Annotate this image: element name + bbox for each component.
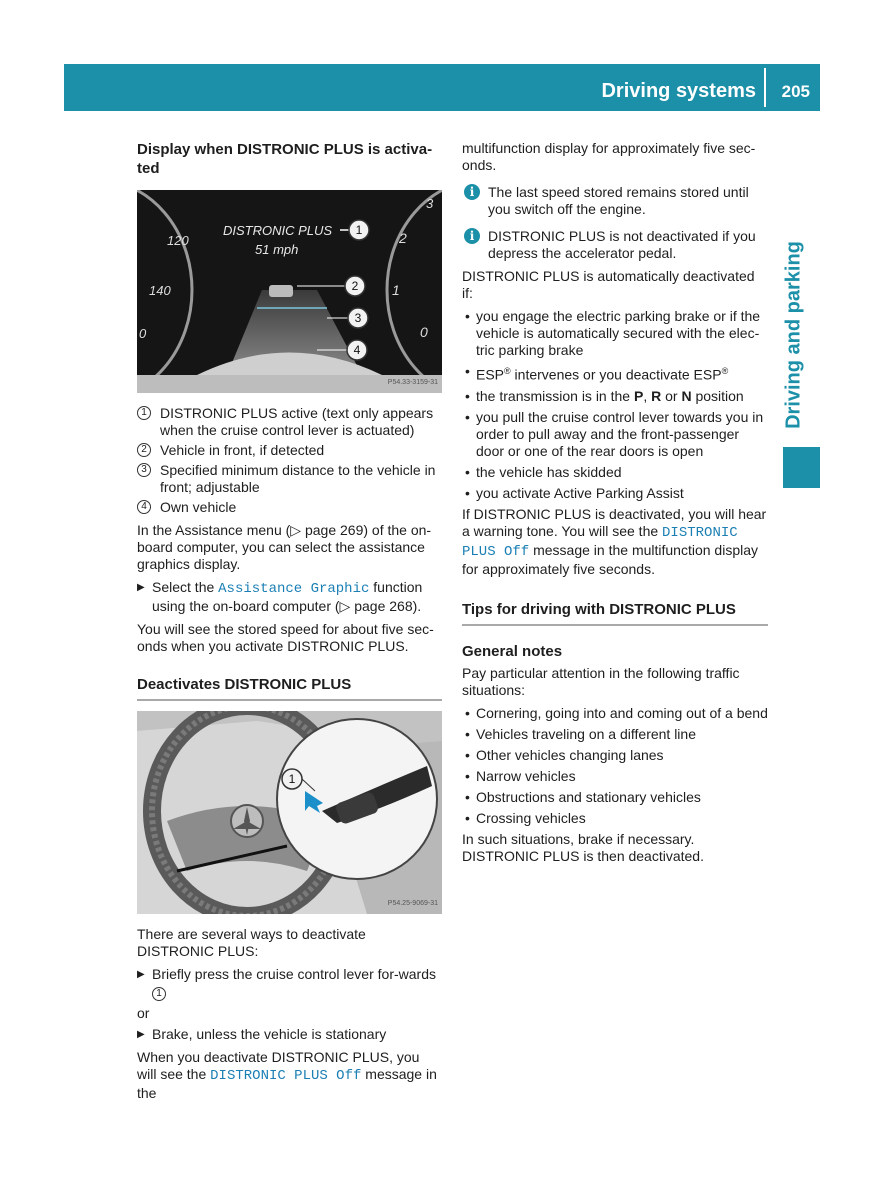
- list-item-text: the transmission is in the P, R or N position: [476, 387, 744, 404]
- or-text: or: [137, 1005, 150, 1021]
- bullet-dot: •: [465, 767, 470, 784]
- list-item-text: Vehicles traveling on a different line: [476, 725, 696, 742]
- speed-tick: 140: [149, 283, 171, 298]
- bullet-dot: •: [465, 363, 470, 379]
- figure-code: P54.25-9069-31: [387, 900, 438, 907]
- instruction-step: [137, 1026, 442, 1043]
- info-note: [462, 184, 768, 218]
- triangle-right-icon: ▶: [137, 969, 145, 980]
- speed-tick: 0: [139, 326, 147, 341]
- section-title: Driving systems: [601, 80, 756, 102]
- list-item: [462, 485, 768, 502]
- instruction-step: [137, 579, 442, 615]
- list-item: [462, 768, 768, 785]
- figure-legend: [137, 405, 442, 516]
- list-item-text: Cornering, going into and coming out of a bend: [476, 704, 768, 721]
- triangle-right-icon: ▶: [137, 1029, 145, 1040]
- instruction-text-part: Select the: [152, 579, 219, 595]
- paragraph-if-deactivated: [462, 506, 768, 578]
- chapter-tab: [779, 230, 809, 440]
- display-speed-text: 51 mph: [255, 242, 299, 257]
- list-item: [462, 810, 768, 827]
- callout-number: 1: [355, 223, 363, 237]
- paragraph-text-part: When you deactivate DISTRONIC PLUS, you will see the: [137, 1049, 420, 1082]
- bullet-dot: •: [465, 788, 470, 805]
- heading-tips: Tips for driving with DISTRONIC PLUS: [462, 600, 768, 626]
- paragraph-text-part: If DISTRONIC PLUS is deactivated, you will hear a warning tone. You will see the: [462, 505, 767, 539]
- bullet-dot: •: [465, 725, 470, 742]
- list-item: [462, 363, 768, 384]
- legend-text: Own vehicle: [160, 499, 237, 515]
- list-item-text: Obstructions and stationary vehicles: [476, 788, 701, 805]
- info-note: [462, 228, 768, 262]
- instruction-text: [152, 579, 442, 615]
- bullet-dot: •: [465, 484, 470, 501]
- bullet-dot: •: [465, 408, 470, 425]
- steering-illustration: [137, 711, 442, 914]
- paragraph-text-part: message in the multifunction display for approximately five seconds.: [462, 541, 759, 577]
- list-item-text: Crossing vehicles: [476, 809, 586, 826]
- list-item: [462, 409, 768, 460]
- legend-text: Vehicle in front, if detected: [160, 442, 325, 458]
- figure-code: P54.33-3159-31: [387, 379, 438, 386]
- list-item: [462, 705, 768, 722]
- paragraph-text-part: message in the: [137, 1066, 437, 1101]
- paragraph-ways: There are several ways to deactivate DISTRONIC PLUS:: [137, 926, 366, 959]
- callout-number: 3: [137, 463, 151, 477]
- rpm-tick: 0: [420, 324, 428, 340]
- list-item-text: ESP® intervenes or you deactivate ESP®: [476, 366, 729, 383]
- bullet-dot: •: [465, 308, 470, 324]
- list-item: [462, 388, 768, 405]
- instruction-step: [137, 966, 442, 1001]
- callout-number: 4: [353, 343, 361, 357]
- list-item-text: you engage the electric parking brake or if the vehicle is automatically secured with the elec-tric parking brake: [476, 308, 761, 358]
- list-item-text: you pull the cruise control lever towards you in order to pull away and the front-passenger door or one of the rear doors is open: [476, 408, 764, 459]
- bullet-dot: •: [465, 809, 470, 826]
- instruction-text: Brake, unless the vehicle is stationary: [152, 1026, 387, 1042]
- callout-number: 1: [152, 987, 166, 1001]
- header-divider: [764, 68, 766, 107]
- list-item-text: Narrow vehicles: [476, 767, 576, 784]
- left-column: [137, 140, 442, 1108]
- callout-number: 3: [354, 311, 362, 325]
- display-message-text: DISTRONIC PLUS Off: [462, 524, 738, 560]
- legend-text: DISTRONIC PLUS active (text only appears when the cruise control lever is actuated): [160, 405, 434, 438]
- right-column: [462, 140, 768, 871]
- callout-number: 1: [137, 406, 151, 420]
- list-item: [462, 464, 768, 481]
- legend-item: [137, 442, 442, 459]
- info-text: DISTRONIC PLUS is not deactivated if you depress the accelerator pedal.: [488, 228, 756, 261]
- info-icon: i: [464, 184, 480, 200]
- list-item: [462, 308, 768, 359]
- display-message-text: DISTRONIC PLUS Off: [210, 1068, 362, 1084]
- bullet-dot: •: [465, 704, 470, 721]
- paragraph-auto-deactivated: DISTRONIC PLUS is automatically deactivated if:: [462, 268, 755, 301]
- paragraph-when-deactivate: [137, 1049, 442, 1102]
- instruction-text-part: Briefly press the cruise control lever for-wards: [152, 966, 436, 982]
- callout-number: 2: [351, 279, 359, 293]
- legend-item: [137, 462, 442, 496]
- list-item-text: you activate Active Parking Assist: [476, 484, 684, 501]
- page-header: [64, 64, 820, 111]
- triangle-right-icon: ▶: [137, 582, 145, 593]
- rpm-tick: 1: [392, 282, 400, 298]
- page-number: 205: [781, 82, 810, 101]
- paragraph-assistance-menu: In the Assistance menu (▷ page 269) of the on-board computer, you can select the assistance graphics display.: [137, 522, 432, 572]
- info-text: The last speed stored remains stored until you switch off the engine.: [488, 184, 749, 217]
- bullet-dot: •: [465, 387, 470, 404]
- callout-number: 1: [288, 772, 296, 786]
- heading-general-notes: General notes: [462, 642, 563, 660]
- callout-number: 2: [137, 443, 151, 457]
- bullet-list-conditions: [462, 308, 768, 502]
- list-item: [462, 789, 768, 806]
- paragraph-stored-speed: You will see the stored speed for about five sec-onds when you activate DISTRONIC PLUS.: [137, 621, 434, 654]
- list-item: [462, 726, 768, 743]
- list-item-text: the vehicle has skidded: [476, 463, 622, 480]
- legend-text: Specified minimum distance to the vehicle in front; adjustable: [160, 462, 436, 495]
- instruction-text-part: function using the on-board computer (▷ page 268).: [152, 579, 423, 614]
- speed-tick: 120: [167, 233, 189, 248]
- heading-display: Display when DISTRONIC PLUS is activa-ted: [137, 141, 433, 177]
- bullet-dot: •: [465, 746, 470, 763]
- chapter-tab-label: Driving and parking: [782, 241, 805, 429]
- instruction-text: [152, 966, 442, 1001]
- info-icon: i: [464, 228, 480, 244]
- paragraph-continued: multifunction display for approximately five sec-onds.: [462, 140, 756, 173]
- chapter-tab-marker: [783, 447, 820, 488]
- paragraph-such-situations: In such situations, brake if necessary. DISTRONIC PLUS is then deactivated.: [462, 830, 704, 864]
- heading-deactivate: Deactivates DISTRONIC PLUS: [137, 675, 442, 701]
- paragraph-attention: Pay particular attention in the following traffic situations:: [462, 664, 740, 698]
- cluster-illustration: [137, 190, 442, 393]
- display-title-text: DISTRONIC PLUS: [223, 223, 333, 238]
- callout-number: 4: [137, 500, 151, 514]
- list-item-text: Other vehicles changing lanes: [476, 746, 664, 763]
- figure-instrument-cluster: [137, 190, 442, 393]
- vehicle-in-front-icon: [269, 285, 293, 297]
- legend-item: [137, 405, 442, 439]
- bullet-dot: •: [465, 463, 470, 480]
- figure-steering-wheel: [137, 711, 442, 914]
- list-item: [462, 747, 768, 764]
- rpm-tick: 2: [399, 230, 407, 246]
- bullet-list-situations: [462, 705, 768, 827]
- legend-item: [137, 499, 442, 516]
- display-message-text: Assistance Graphic: [218, 581, 370, 597]
- rpm-tick: 3: [426, 196, 434, 211]
